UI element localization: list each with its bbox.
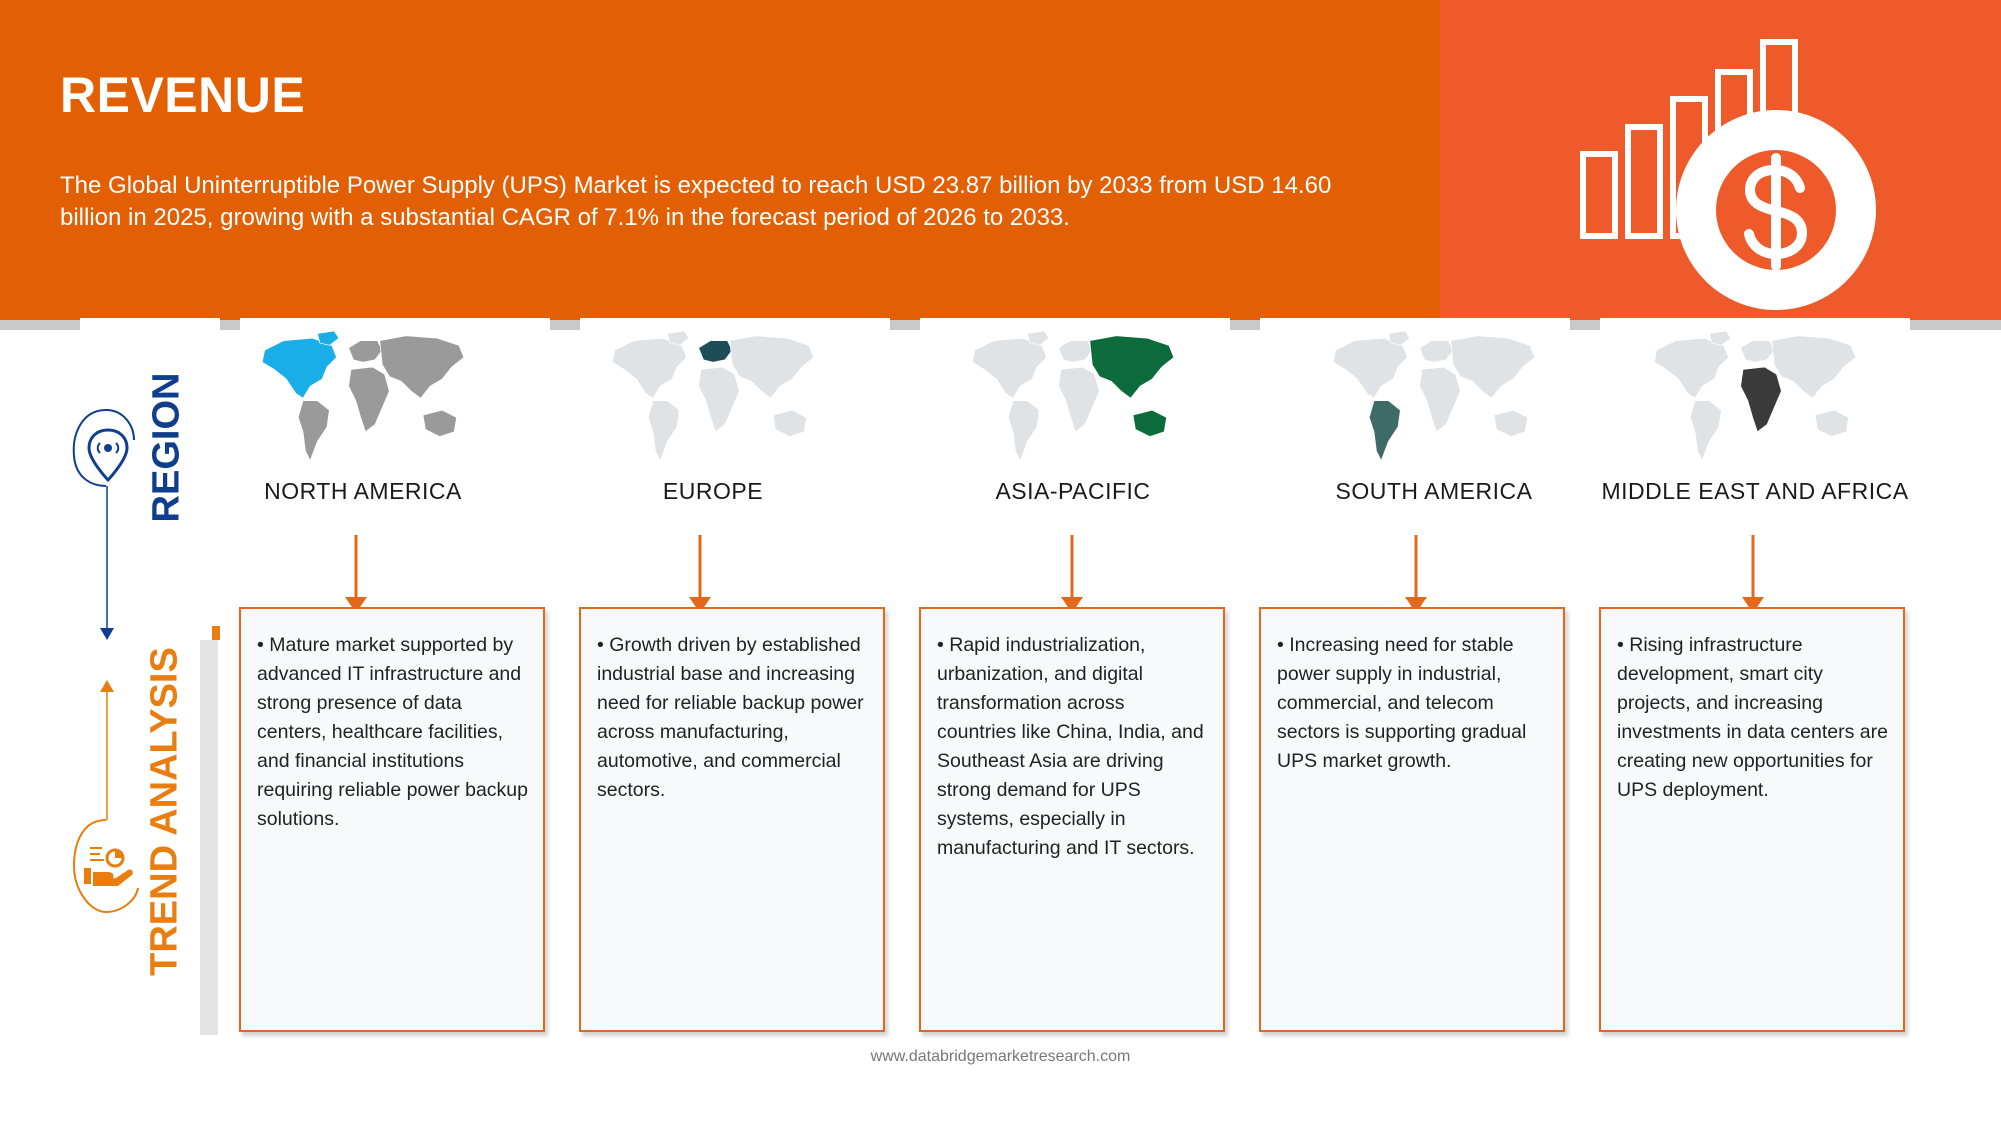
region-name: MIDDLE EAST AND AFRICA bbox=[1601, 478, 1909, 504]
continent-eu bbox=[1420, 341, 1454, 363]
region-middle-east-africa bbox=[1585, 330, 1925, 505]
continent-sa bbox=[648, 401, 679, 461]
middle-east-africa-map-icon bbox=[1635, 330, 1875, 470]
continent-af bbox=[1420, 367, 1461, 432]
continent-eu bbox=[1741, 341, 1775, 363]
trend-text: • Rising infrastructure development, smart city projects, and increasing investments in data centers are creating new opportunities for UPS deployment. bbox=[1617, 634, 1888, 801]
continent-as bbox=[1772, 336, 1856, 398]
south-america-map-icon bbox=[1314, 330, 1554, 470]
continent-sa-highlighted bbox=[1369, 401, 1400, 461]
continent-gl bbox=[667, 331, 689, 345]
arrow-down-icon bbox=[1740, 535, 1766, 615]
continent-as bbox=[1451, 336, 1535, 398]
region-name: NORTH AMERICA bbox=[264, 478, 462, 504]
trend-text: • Growth driven by established industrial base and increasing need for reliable backup power across manufacturing, automotive, and commercial sectors. bbox=[597, 634, 864, 801]
continent-na bbox=[972, 338, 1046, 398]
continent-af bbox=[1059, 367, 1100, 432]
continent-au bbox=[423, 410, 457, 436]
left-timeline bbox=[60, 400, 150, 930]
region-south-america bbox=[1264, 330, 1604, 505]
region-europe bbox=[543, 330, 883, 505]
trend-side-bar bbox=[200, 640, 218, 1035]
trend-text: • Mature market supported by advanced IT infrastructure and strong presence of data centers, healthcare facilities, and financial institutions requiring reliable power backup solutions. bbox=[257, 634, 528, 830]
continent-eu-highlighted bbox=[699, 341, 733, 363]
trend-card-asia-pacific bbox=[919, 607, 1225, 1032]
continent-gl bbox=[1027, 331, 1049, 345]
continent-as bbox=[380, 336, 464, 398]
continent-au bbox=[1815, 410, 1849, 436]
region-asia-pacific bbox=[903, 330, 1243, 505]
continent-na bbox=[612, 338, 686, 398]
arrow-down-icon bbox=[343, 535, 369, 615]
continent-af bbox=[699, 367, 740, 432]
continent-eu bbox=[1059, 341, 1093, 363]
arrow-down-icon bbox=[687, 535, 713, 615]
continent-gl bbox=[1709, 331, 1731, 345]
continent-as bbox=[730, 336, 814, 398]
continent-sa bbox=[298, 401, 329, 461]
north-america-map-icon bbox=[243, 330, 483, 470]
arrow-down-icon bbox=[1403, 535, 1429, 615]
region-name: ASIA-PACIFIC bbox=[995, 478, 1151, 504]
region-name: SOUTH AMERICA bbox=[1335, 478, 1533, 504]
continent-sa bbox=[1008, 401, 1039, 461]
continent-na-highlighted bbox=[262, 338, 336, 398]
continent-eu bbox=[349, 341, 383, 363]
continent-gl bbox=[1388, 331, 1410, 345]
trend-side-tick bbox=[212, 626, 220, 640]
continent-au-highlighted bbox=[1133, 410, 1167, 436]
continent-au bbox=[773, 410, 807, 436]
location-pin-icon bbox=[74, 410, 134, 486]
page-description: The Global Uninterruptible Power Supply (UPS) Market is expected to reach USD 23.87 billion by 2033 from USD 14.60 billion in 2025, growing with a substantial CAGR of 7.1% in the forecast period of 2026 to 2033. bbox=[60, 172, 1332, 231]
trend-analysis-icon bbox=[74, 820, 138, 912]
trend-text: • Increasing need for stable power supply in industrial, commercial, and telecom sectors is supporting gradual UPS market growth. bbox=[1277, 634, 1527, 772]
trend-card-europe bbox=[579, 607, 885, 1032]
continent-au bbox=[1494, 410, 1528, 436]
page-title: REVENUE bbox=[60, 67, 306, 123]
trend-card-middle-east-africa bbox=[1599, 607, 1905, 1032]
region-name: EUROPE bbox=[662, 478, 764, 504]
trend-card-south-america bbox=[1259, 607, 1565, 1032]
region-north-america bbox=[193, 330, 533, 505]
europe-map-icon bbox=[593, 330, 833, 470]
continent-af-highlighted bbox=[1741, 367, 1782, 432]
continent-sa bbox=[1690, 401, 1721, 461]
trend-card-north-america bbox=[239, 607, 545, 1032]
footer-url: www.databridgemarketresearch.com bbox=[870, 1048, 1131, 1065]
trend-text: • Rapid industrialization, urbanization, and digital transformation across countries like China, India, and Southeast Asia are driving strong demand for UPS systems, especially in manufacturing and IT sectors. bbox=[937, 634, 1204, 859]
arrow-down-icon bbox=[1059, 535, 1085, 615]
continent-as-highlighted bbox=[1090, 336, 1174, 398]
header-banner bbox=[0, 0, 1440, 320]
trend-analysis-label: TREND ANALYSIS bbox=[143, 647, 186, 976]
asia-pacific-map-icon bbox=[953, 330, 1193, 470]
continent-gl-highlighted bbox=[317, 331, 339, 345]
revenue-dollar-icon bbox=[1570, 30, 1890, 320]
region-label: REGION bbox=[145, 372, 188, 523]
continent-na bbox=[1654, 338, 1728, 398]
continent-af bbox=[349, 367, 390, 432]
continent-na bbox=[1333, 338, 1407, 398]
